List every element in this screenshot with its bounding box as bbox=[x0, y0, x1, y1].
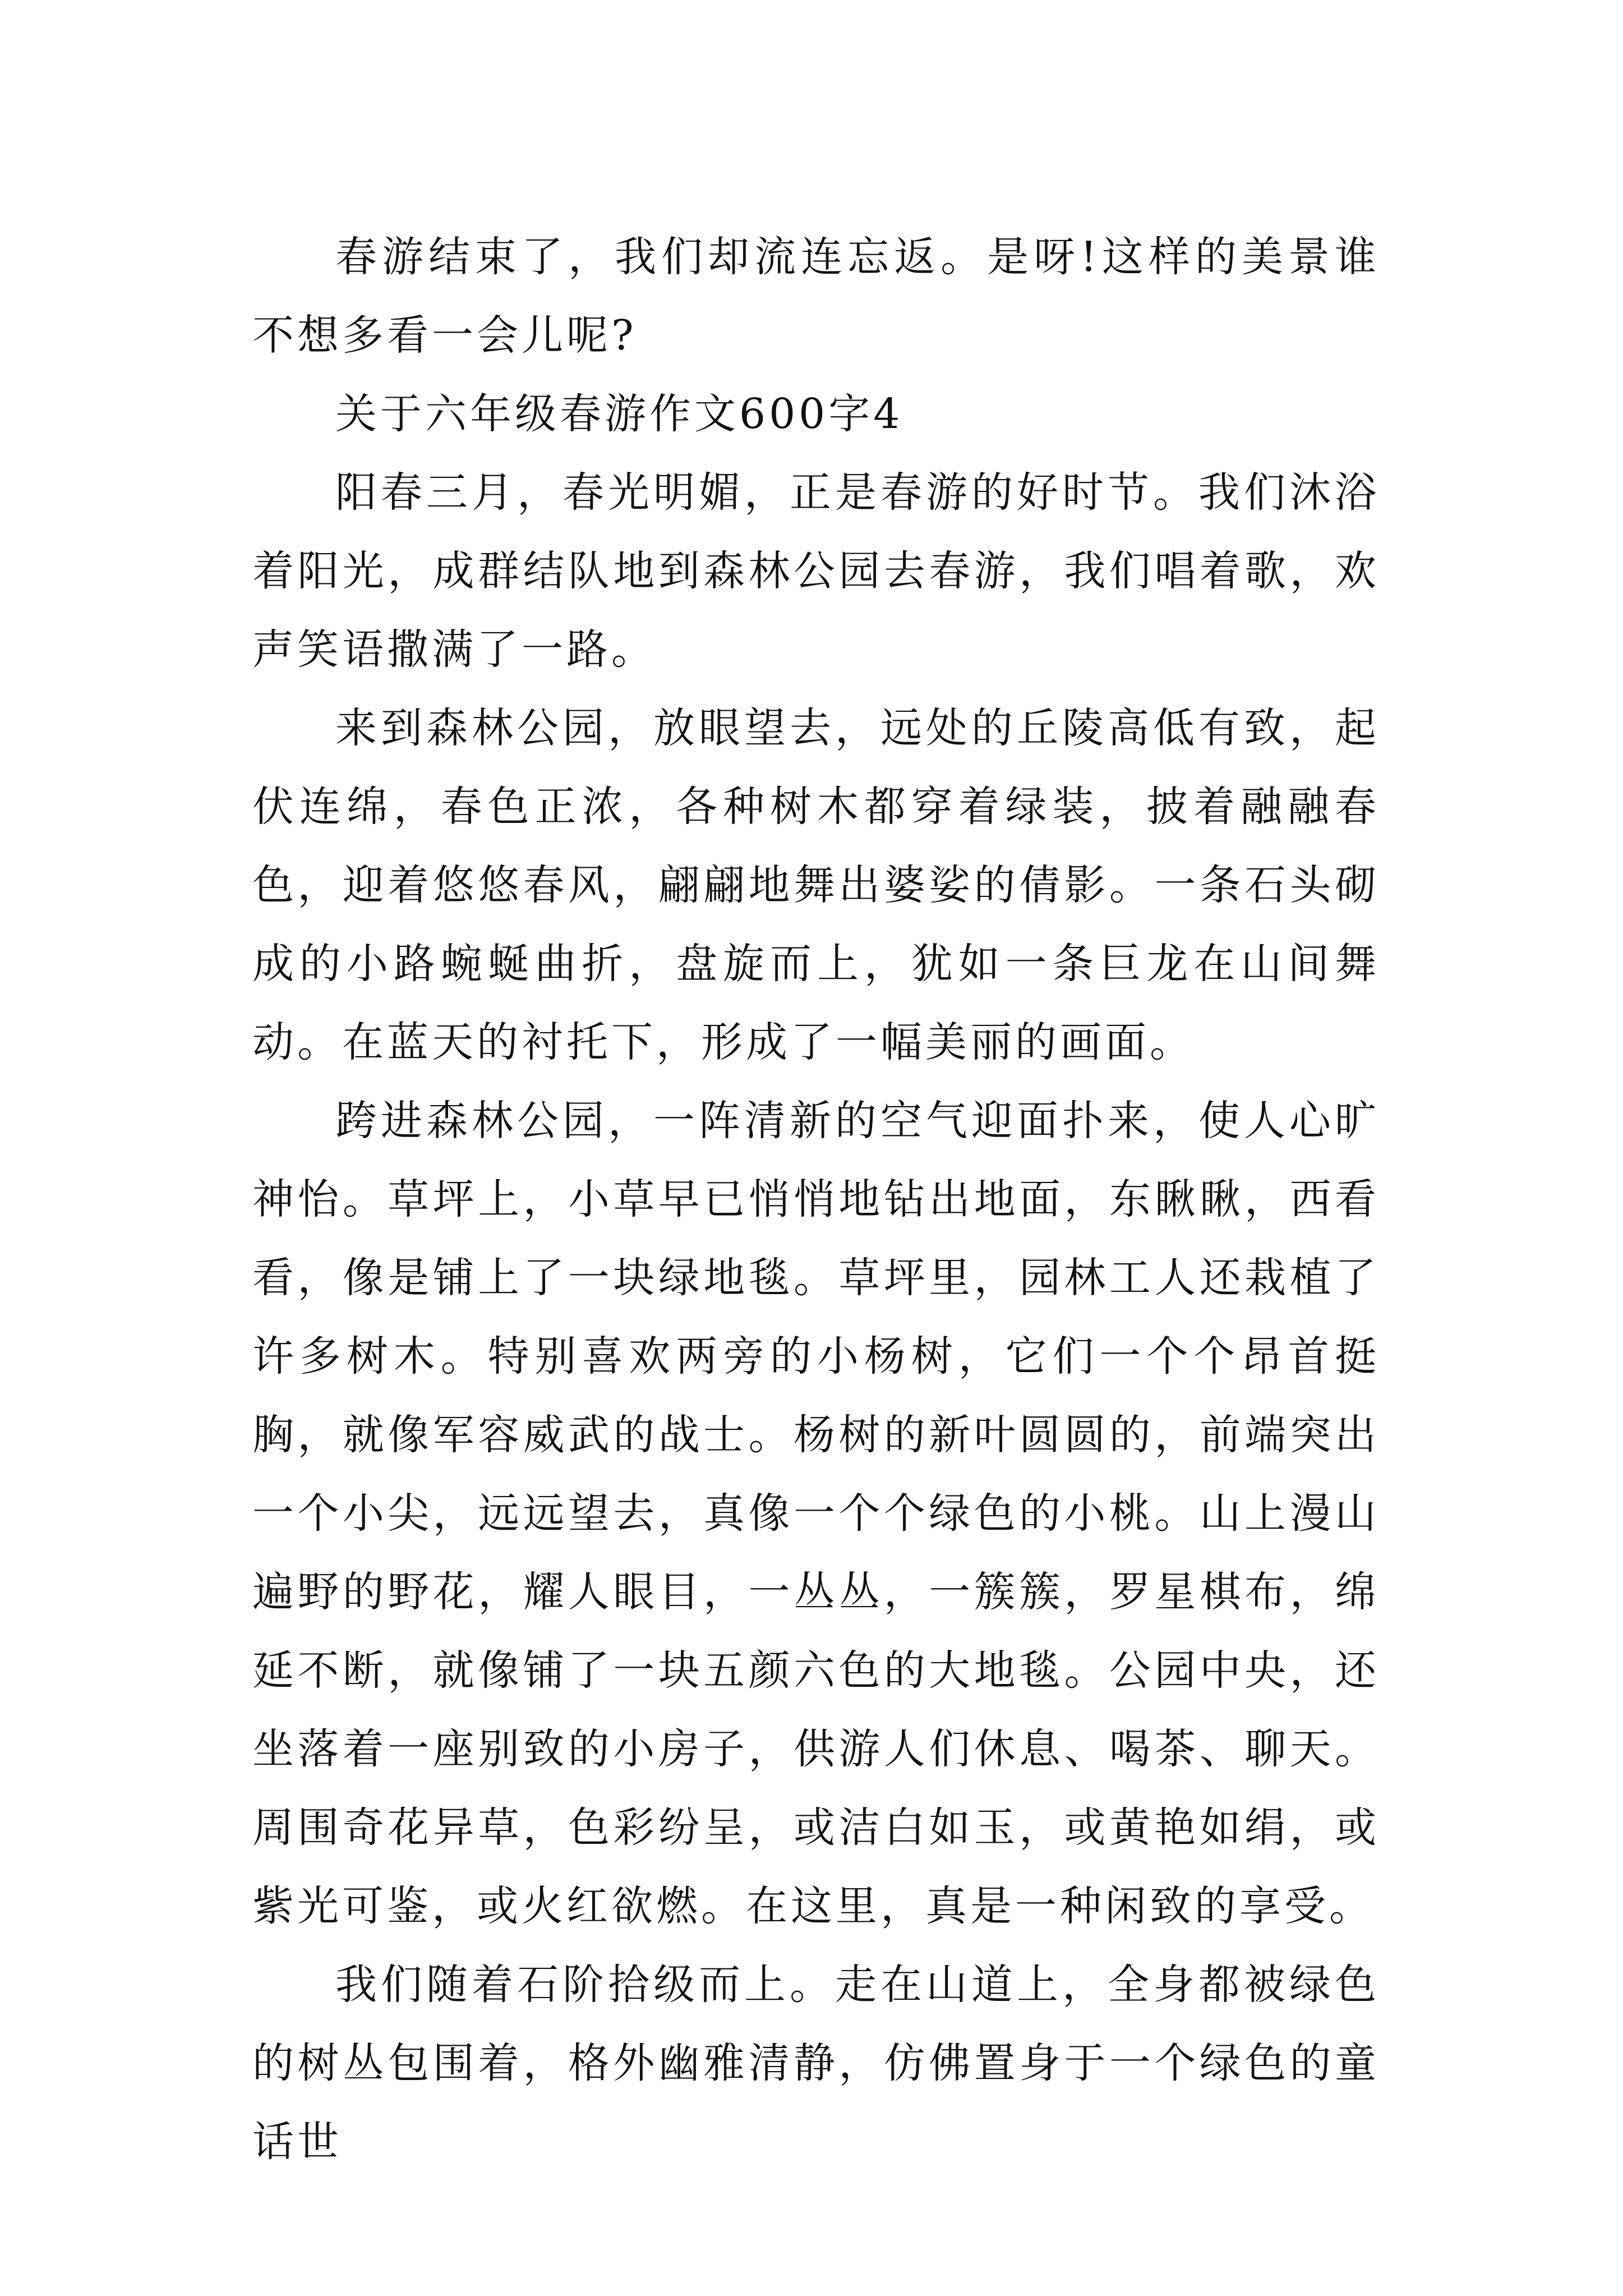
document-body bbox=[252, 218, 1380, 2181]
paragraph-1: 春游结束了，我们却流连忘返。是呀!这样的美景谁不想多看一会儿呢? bbox=[252, 233, 1380, 360]
paragraph-4: 跨进森林公园，一阵清新的空气迎面扑来，使人心旷神怡。草坪上，小草早已悄悄地钻出地面，东瞅瞅，西看看，像是铺上了一块绿地毯。草坪里，园林工人还栽植了许多树木。特别喜欢两旁的小杨树，它们一个个昂首挺胸，就像军容威武的战士。杨树的新叶圆圆的，前端突出一个小尖，远远望去，真像一个个绿色的小桃。山上漫山遍野的野花，耀人眼目，一丛丛，一簇簇，罗星棋布，绵延不断，就像铺了一块五颜六色的大地毯。公园中央，还坐落着一座别致的小房子，供游人们休息、喝茶、聊天。周围奇花异草，色彩纷呈，或洁白如玉，或黄艳如绢，或紫光可鉴，或火红欲燃。在这里，真是一种闲致的享受。 bbox=[252, 1097, 1380, 1930]
section-heading: 关于六年级春游作文600字4 bbox=[335, 390, 903, 438]
paragraph-2: 阳春三月，春光明媚，正是春游的好时节。我们沐浴着阳光，成群结队地到森林公园去春游，我们唱着歌，欢声笑语撒满了一路。 bbox=[252, 468, 1380, 674]
paragraph-3: 来到森林公园，放眼望去，远处的丘陵高低有致，起伏连绵，春色正浓，各种树木都穿着绿装，披着融融春色，迎着悠悠春风，翩翩地舞出婆娑的倩影。一条石头砌成的小路蜿蜒曲折，盘旋而上，犹如一条巨龙在山间舞动。在蓝天的衬托下，形成了一幅美丽的画面。 bbox=[252, 704, 1380, 1066]
paragraph-5: 我们随着石阶拾级而上。走在山道上，全身都被绿色的树丛包围着，格外幽雅清静，仿佛置身于一个绿色的童话世 bbox=[252, 1961, 1380, 2166]
